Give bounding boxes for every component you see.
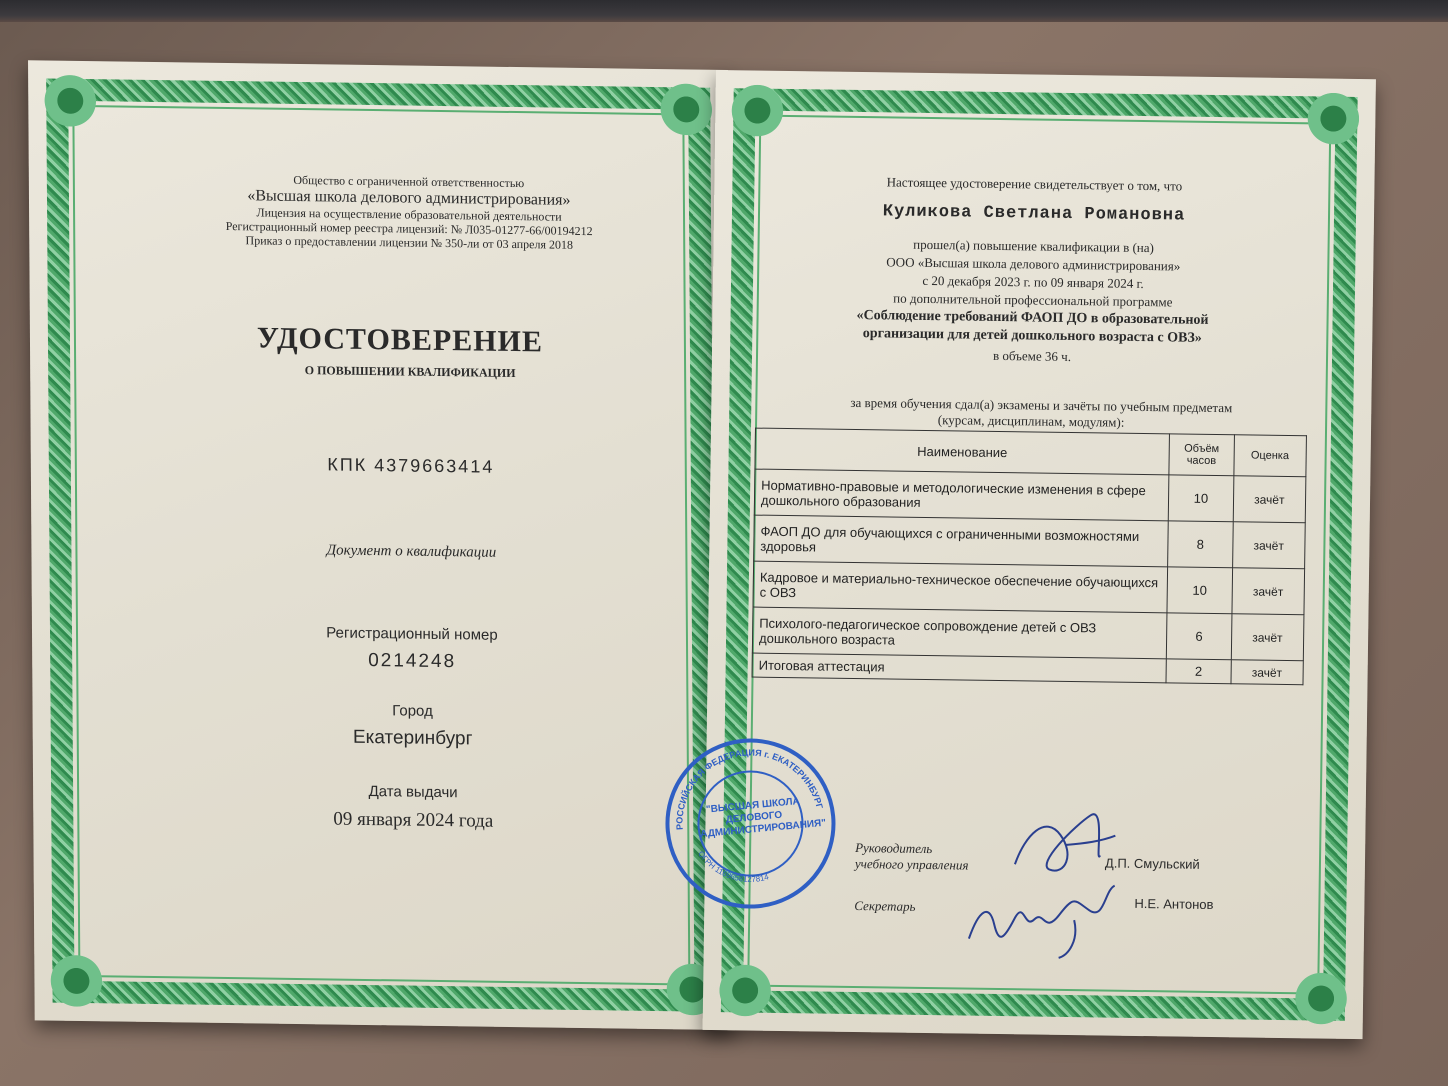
corner-ornament	[727, 80, 788, 141]
program-volume: в объеме 36 ч.	[992, 347, 1072, 364]
org-name: «Высшая школа делового администрирования»	[247, 187, 571, 209]
document-title: УДОСТОВЕРЕНИЕ	[256, 321, 544, 359]
corner-ornament	[46, 951, 106, 1012]
stamp-core-text: "ВЫСШАЯ ШКОЛА ДЕЛОВОГО АДМИНИСТРИРОВАНИЯ"	[699, 796, 827, 841]
document-subtitle: О ПОВЫШЕНИИ КВАЛИФИКАЦИИ	[304, 363, 516, 381]
exams-line2: (курсам, дисциплинам, модулям):	[937, 412, 1125, 430]
subject-grade: зачёт	[1233, 476, 1306, 523]
license-reg-number: Регистрационный номер реестра лицензий: № Л035-01277-66/00194212	[225, 218, 593, 239]
date-label: Дата выдачи	[368, 782, 458, 802]
table-row	[754, 515, 1306, 569]
secretary-role: Секретарь	[854, 898, 916, 914]
exams-line1: за время обучения сдал(а) экзамены и зачёты по учебным предметам	[850, 394, 1233, 416]
subject-hours: 10	[1167, 567, 1232, 614]
certificate-left-page	[28, 60, 735, 1030]
head-role-line2: учебного управления	[854, 856, 969, 873]
corner-ornament	[1291, 968, 1352, 1029]
subject-grade: зачёт	[1232, 522, 1305, 569]
subject-name: Итоговая аттестация	[752, 653, 1166, 683]
statement-program-intro: по дополнительной профессиональной программе	[893, 290, 1173, 310]
corner-ornament	[40, 70, 100, 131]
col-header-name: Наименование	[755, 428, 1170, 475]
subject-hours: 8	[1168, 521, 1233, 568]
head-signature	[1005, 804, 1126, 886]
subject-grade: зачёт	[1231, 660, 1304, 685]
license-order: Приказ о предоставлении лицензии № 350-ли от 03 апреля 2018	[245, 233, 574, 252]
table-row	[754, 469, 1306, 523]
subject-grade: зачёт	[1231, 614, 1304, 661]
head-name: Д.П. Смульский	[1104, 855, 1200, 872]
subject-name: Психолого-педагогическое сопровождение детей с ОВЗ дошкольного возраста	[752, 607, 1167, 659]
certificate-right-page	[674, 70, 1376, 1039]
subject-name: ФАОП ДО для обучающихся с ограниченными возможностями здоровья	[754, 515, 1169, 567]
secretary-signature	[964, 879, 1135, 961]
subject-name: Кадровое и материально-техническое обеспечение обучающихся с ОВЗ	[753, 561, 1168, 613]
stamp-ogrn-text	[696, 844, 771, 889]
program-title-line2: организации для детей дошкольного возраста с ОВЗ»	[862, 326, 1202, 346]
subject-hours: 10	[1168, 475, 1233, 522]
reg-number: 0214248	[368, 649, 457, 673]
city-label: Город	[392, 702, 433, 720]
issue-date: 09 января 2024 года	[333, 808, 494, 832]
table-row	[753, 561, 1305, 615]
secretary-name: Н.Е. Антонов	[1134, 895, 1214, 913]
table-row	[752, 607, 1304, 661]
corner-ornament	[656, 79, 716, 140]
stamp-ogrn-path: ОГРН 1169658127814	[696, 849, 770, 884]
statement-dates: с 20 декабря 2023 г. по 09 января 2024 г.	[922, 272, 1144, 291]
corner-ornament	[715, 960, 776, 1021]
subjects-table	[752, 428, 1307, 686]
program-title-line1: «Соблюдение требований ФАОП ДО в образовательной	[856, 307, 1209, 328]
doc-type: Документ о квалификации	[326, 542, 497, 561]
stamp-outer-path: РОССИЙСКАЯ ФЕДЕРАЦИЯ г. ЕКАТЕРИНБУРГ	[674, 747, 825, 831]
holder-name: Куликова Светлана Романовна	[882, 202, 1186, 226]
org-line: Общество с ограниченной ответственностью	[293, 172, 525, 191]
col-header-grade: Оценка	[1234, 435, 1307, 477]
reg-label: Регистрационный номер	[326, 624, 498, 644]
organization-stamp	[658, 731, 843, 916]
head-role-line1: Руководитель	[855, 840, 933, 857]
license-line: Лицензия на осуществление образовательной деятельности	[256, 205, 562, 224]
corner-ornament	[1303, 88, 1364, 149]
subject-hours: 6	[1166, 613, 1231, 660]
serial-number: КПК 4379663414	[327, 454, 495, 477]
intro-text: Настоящее удостоверение свидетельствует о том, что	[886, 174, 1183, 194]
city: Екатеринбург	[352, 726, 473, 750]
subject-hours: 2	[1166, 659, 1231, 684]
subject-grade: зачёт	[1232, 568, 1305, 615]
statement-line: прошел(а) повышение квалификации в (на)	[913, 236, 1155, 256]
subject-name: Нормативно-правовые и методологические изменения в сфере дошкольного образования	[754, 469, 1169, 521]
laptop-edge	[0, 0, 1448, 22]
statement-org: ООО «Высшая школа делового администрирования»	[886, 254, 1181, 274]
col-header-hours: Объём часов	[1169, 434, 1234, 476]
